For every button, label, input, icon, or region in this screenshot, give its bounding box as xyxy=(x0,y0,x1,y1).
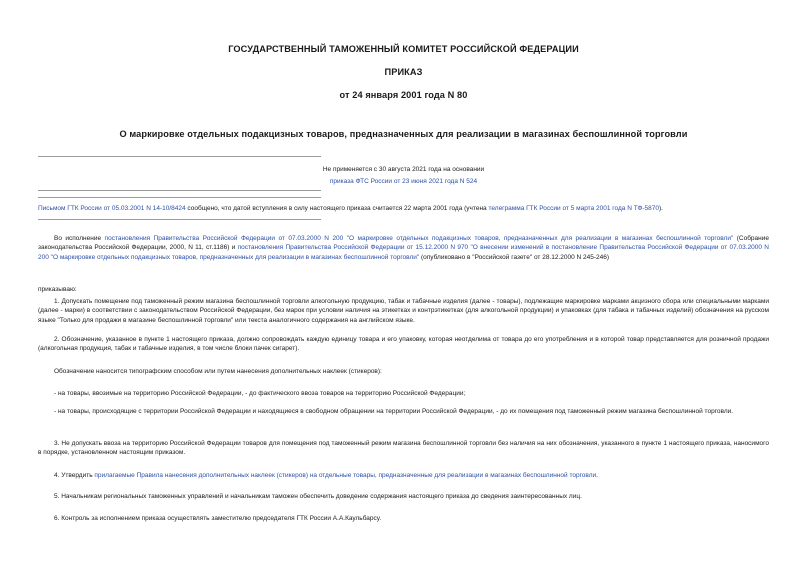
document-title: О маркировке отдельных подакцизных товаров, предназначенных для реализации в магазинах беспошлинной торговли xyxy=(119,129,688,139)
item-1: 1. Допускать помещение под таможенный режим магазина беспошлинной торговли алкогольную продукцию, табак и табачные изделия (далее - товары), подлежащие маркировке марками акцизного сбора или специальными марками (далее - марки) в соответствии с законодательством Российской Федерации, без марок при условии наличия на этикетках и контрэтикетках (для алкогольной продукции) и упаковках (для табака и табачных изделий) обозначения на русском языке "Только для продажи в магазине беспошлинной торговли" или текста аналогичного содержания на английском языке. xyxy=(38,298,769,324)
item-6: 6. Контроль за исполнением приказа осуществлять заместителю председателя ГТК России А.А.Каульбарсу. xyxy=(54,515,382,522)
divider-top xyxy=(38,156,321,157)
preamble-paragraph xyxy=(38,234,769,262)
preamble-link-decree-970[interactable]: постановления Правительства Российской Федерации от 15.12.2000 N 970 "О внесении изменений в постановление Правительства Российской Федерации от 07.03.2000 N 200 "О маркировке отдельных подакцизных товаров, предназначенных для реализации в магазинах беспошлинной торговли" xyxy=(38,244,769,261)
preamble-link-decree-200[interactable]: постановления Правительства Российской Федерации от 07.03.2000 N 200 "О маркировке отдельных подакцизных товаров, предназначенных для реализации в магазинах беспошлинной торговли" xyxy=(104,235,734,242)
item-3: 3. Не допускать ввоза на территорию Российской Федерации товаров для помещения под таможенный режим магазина беспошлинной торговли без наличия на них обозначения, указанного в пункте 1 настоящего приказа, наносимого в порядке, установленном настоящим приказом. xyxy=(38,440,769,457)
note-text-2: ). xyxy=(659,205,663,212)
status-line-2 xyxy=(0,177,807,186)
divider-mid-2 xyxy=(38,197,321,198)
order-word: приказываю: xyxy=(38,286,77,293)
agency-heading: ГОСУДАРСТВЕННЫЙ ТАМОЖЕННЫЙ КОМИТЕТ РОССИЙСКОЙ ФЕДЕРАЦИИ xyxy=(228,44,579,54)
preamble-text-3: (опубликовано в "Российской газете" от 28.12.2000 N 245-246) xyxy=(419,253,610,261)
note-telegram-link[interactable]: телеграмма ГТК России от 5 марта 2001 года N ТФ-5870 xyxy=(488,205,660,212)
item-2-domestic: - на товары, происходящие с территории Российской Федерации и находящиеся в свободном обращении на территории Российской Федерации, - до их помещения под таможенный режим магазина беспошлинной торговли. xyxy=(54,408,734,415)
status-text: Не применяется с 30 августа 2021 года на основании xyxy=(322,166,485,173)
date-number-heading: от 24 января 2001 года N 80 xyxy=(339,90,468,100)
item-4 xyxy=(38,471,769,480)
item-2-method: Обозначение наносится типографским способом или путем нанесения дополнительных наклеек (стикеров): xyxy=(54,368,382,375)
divider-bottom xyxy=(38,219,321,220)
status-link[interactable]: приказа ФТС России от 23 июня 2021 года N 524 xyxy=(329,178,478,185)
effective-date-note xyxy=(38,204,769,213)
item-4-end: . xyxy=(596,472,598,479)
item-4-rules-link[interactable]: прилагаемые Правила нанесения дополнительных наклеек (стикеров) на отдельные товары, предназначенные для реализации в магазинах беспошлинной торговли xyxy=(94,472,597,479)
item-2-import: - на товары, ввозимые на территорию Российской Федерации, - до фактического ввоза товаров на территорию Российской Федерации; xyxy=(54,390,466,397)
preamble-text-2: (Собрание законодательства Российской Федерации, 2000, N 11, ст.1186) и xyxy=(38,235,769,252)
item-5: 5. Начальникам региональных таможенных управлений и начальникам таможен обеспечить доведение содержания настоящего приказа до сведения заинтересованных лиц. xyxy=(54,493,582,500)
divider-mid-1 xyxy=(38,190,321,191)
item-2: 2. Обозначение, указанное в пункте 1 настоящего приказа, должно сопровождать каждую единицу товара и его упаковку, которая неотделима от товара до его употребления и в которой товар представляется для розничной продажи (алкогольная продукция, табак и табачные изделия, в том числе блоки пачек сигарет). xyxy=(38,336,769,353)
note-letter-link[interactable]: Письмом ГТК России от 05.03.2001 N 14-10/8424 xyxy=(38,205,186,212)
note-text-1: сообщено, что датой вступления в силу настоящего приказа считается 22 марта 2001 года (учтена xyxy=(185,205,489,212)
item-4-text: 4. Утвердить xyxy=(54,472,95,479)
preamble-text-1: Во исполнение xyxy=(54,235,105,242)
doc-type-heading: ПРИКАЗ xyxy=(384,67,423,77)
